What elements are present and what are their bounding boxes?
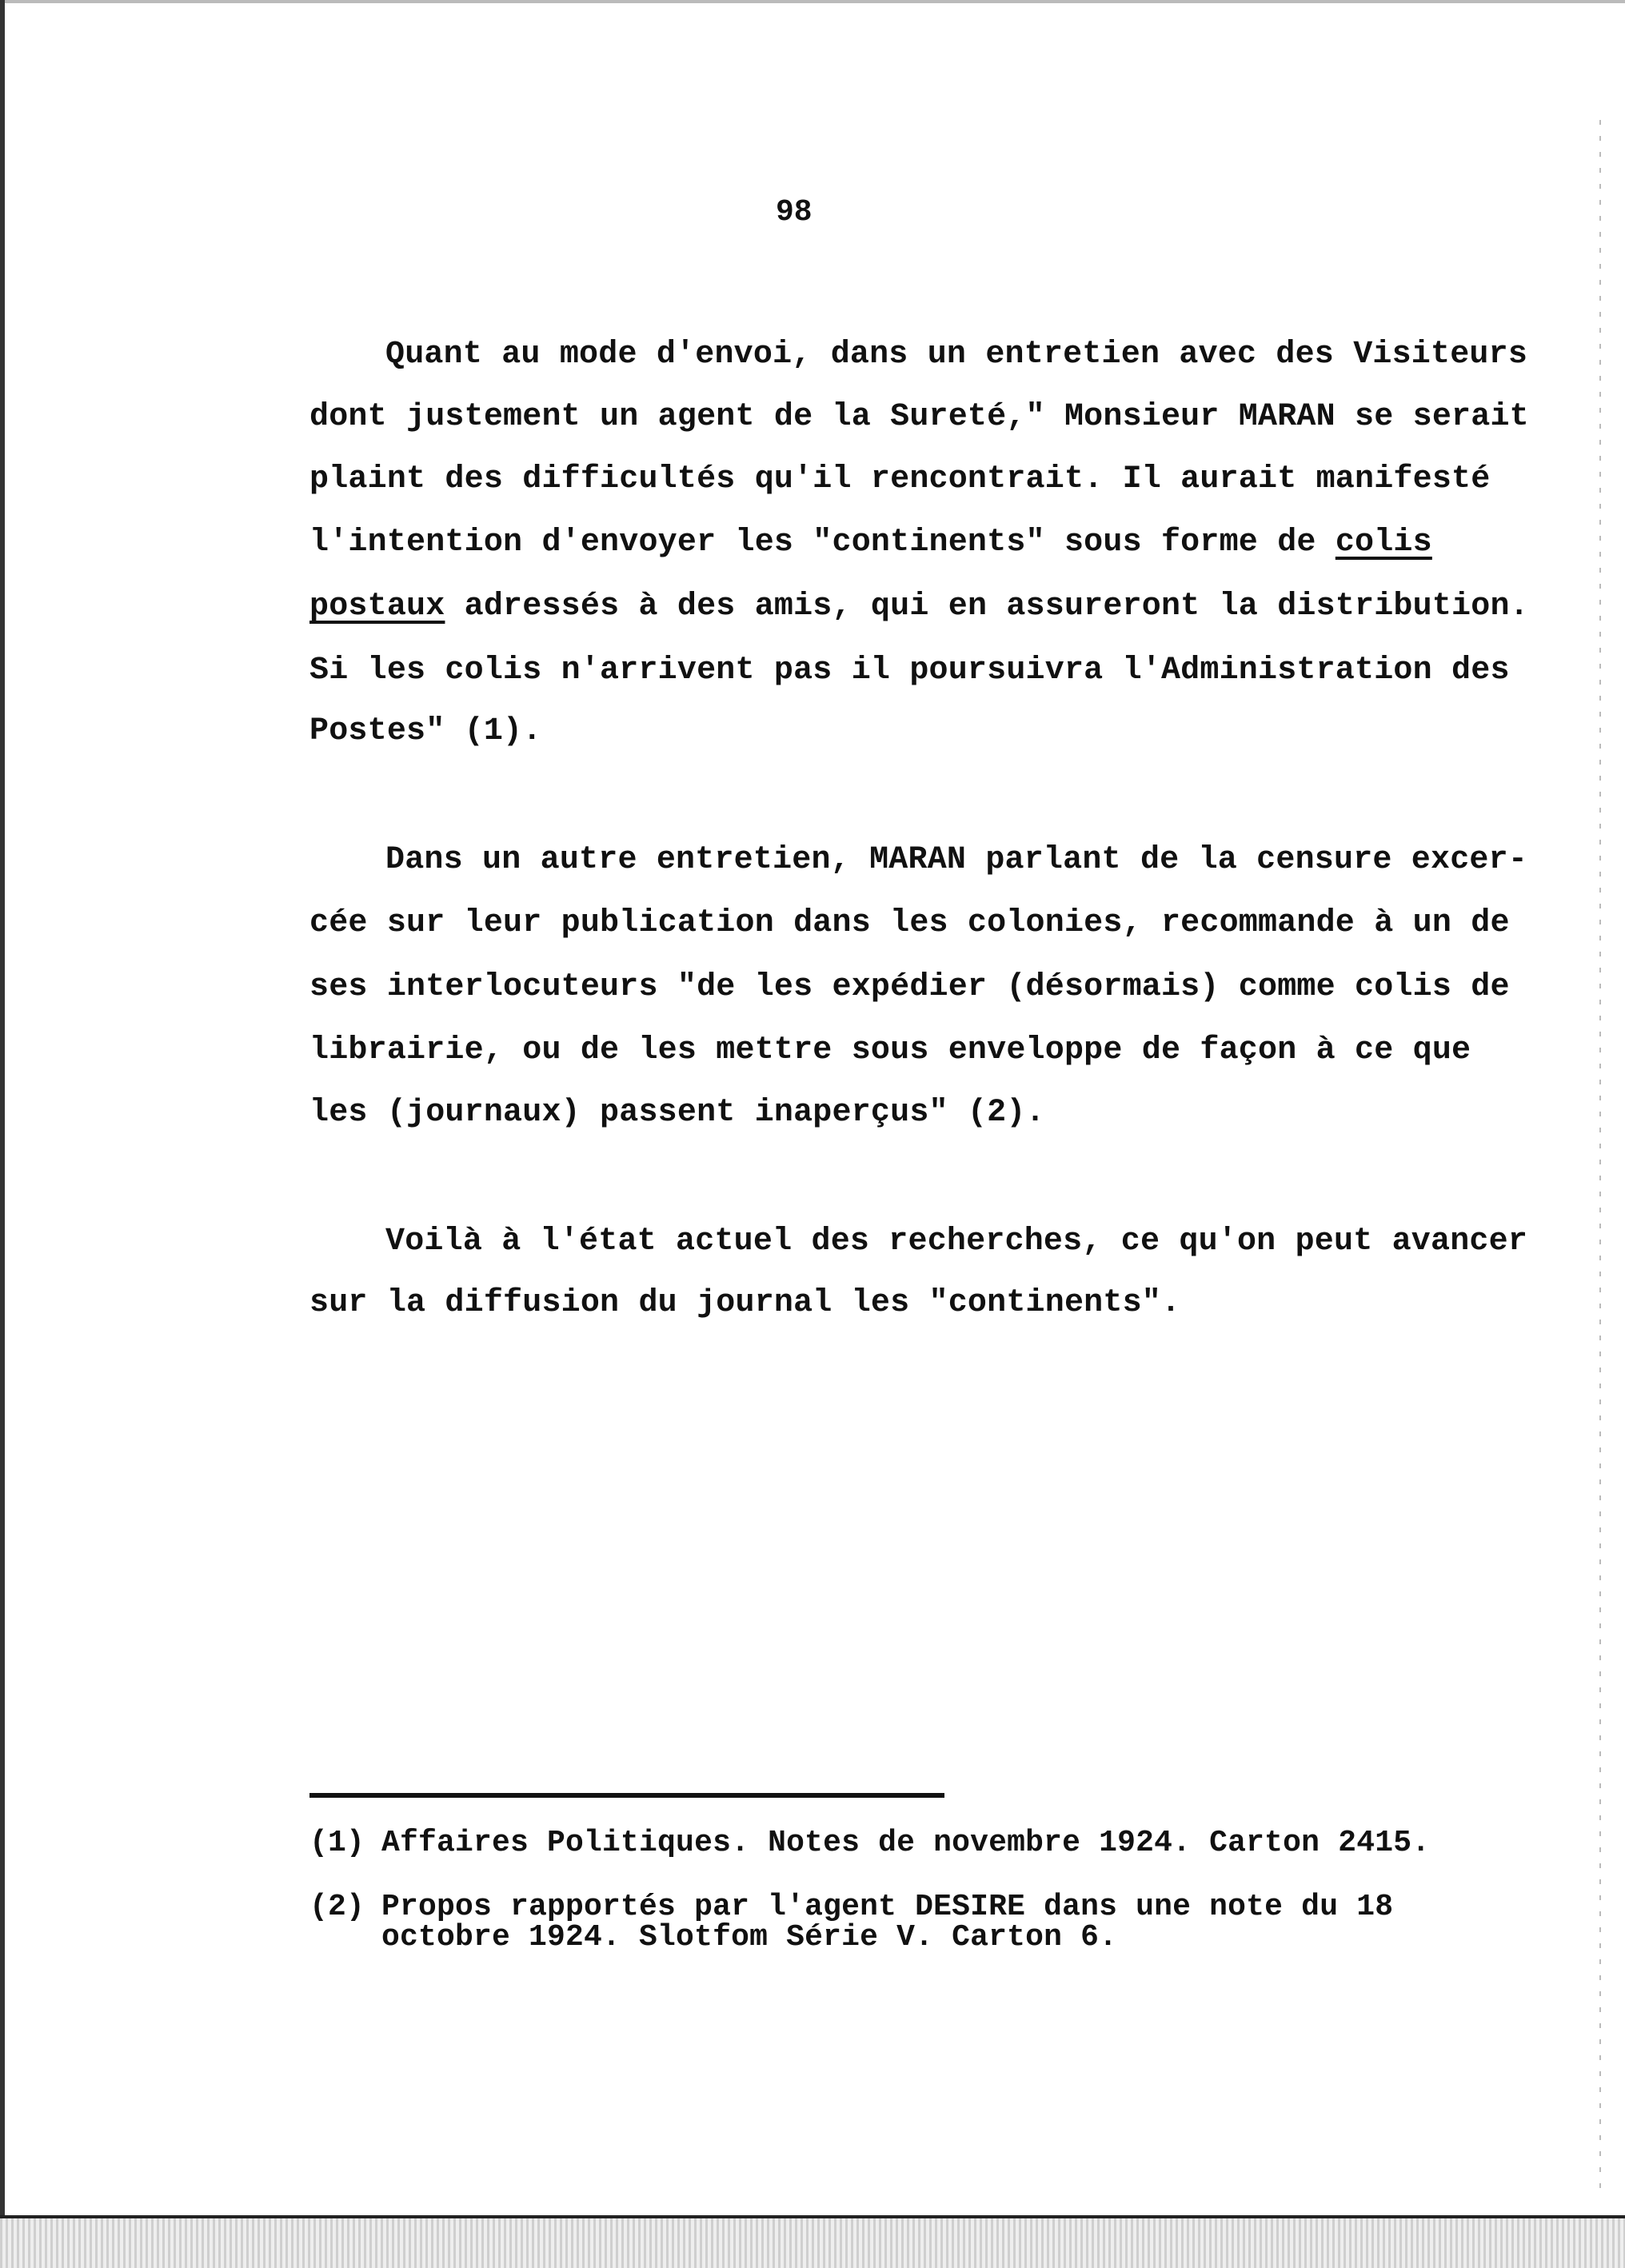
footnote-marker: (2) [309, 1890, 365, 1924]
scan-edge-top [0, 0, 1625, 3]
text-line [309, 527, 1432, 559]
text-line: Postes" (1). [309, 713, 542, 749]
footnote-text: Propos rapportés par l'agent DESIRE dans une note du 18 [381, 1890, 1394, 1924]
text-line: dont justement un agent de la Sureté," Monsieur MARAN se serait [309, 399, 1529, 435]
text-line: ses interlocuteurs "de les expédier (désormais) comme colis de [309, 969, 1510, 1005]
text-line: Dans un autre entretien, MARAN parlant de la censure excer- [385, 842, 1528, 878]
text-line: Quant au mode d'envoi, dans un entretien avec des Visiteurs [385, 337, 1528, 373]
text-line-part: adressés à des amis, qui en assureront la distribution. [445, 589, 1529, 625]
text-line [309, 591, 1529, 623]
text-line: librairie, ou de les mettre sous enveloppe de façon à ce que [309, 1032, 1471, 1068]
text-line: cée sur leur publication dans les colonies, recommande à un de [309, 905, 1510, 941]
scan-edge-bottom [0, 2215, 1625, 2268]
scan-edge-right [1599, 120, 1601, 2199]
text-line: les (journaux) passent inaperçus" (2). [309, 1095, 1045, 1131]
footnote-marker: (1) [309, 1826, 365, 1860]
footnote-separator [309, 1793, 944, 1798]
text-line: Si les colis n'arrivent pas il poursuivra l'Administration des [309, 653, 1510, 689]
scan-edge-left [0, 0, 5, 2265]
underlined-word: postaux [309, 589, 445, 625]
footnote-text: octobre 1924. Slotfom Série V. Carton 6. [381, 1920, 1118, 1955]
text-line: Voilà à l'état actuel des recherches, ce qu'on peut avancer [385, 1224, 1528, 1260]
text-line-part: l'intention d'envoyer les "continents" sous forme de [309, 525, 1336, 561]
text-line: plaint des difficultés qu'il rencontrait. Il aurait manifesté [309, 461, 1491, 497]
footnote-text: Affaires Politiques. Notes de novembre 1924. Carton 2415. [381, 1826, 1431, 1860]
page-number: 98 [776, 195, 812, 230]
text-line: sur la diffusion du journal les "continents". [309, 1285, 1181, 1321]
underlined-word: colis [1335, 525, 1432, 561]
